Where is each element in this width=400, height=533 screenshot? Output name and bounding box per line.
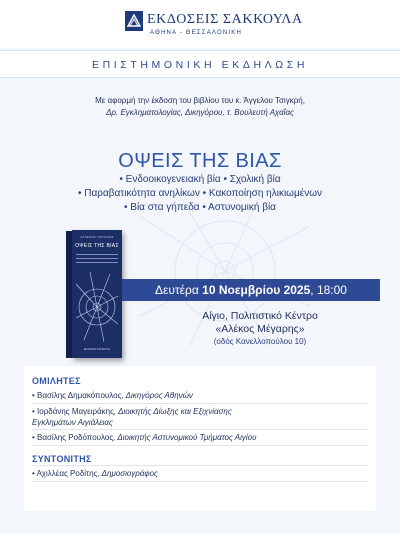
speaker-item: • Βασίλης Δημακόπουλος, Δικηγόρος Αθηνών <box>32 391 193 400</box>
venue-line-1: Αίγιο, Πολιτιστικό Κέντρο <box>202 310 318 322</box>
topics-line-1: • Ενδοοικογενειακή βία • Σχολική βία <box>119 174 281 185</box>
divider <box>32 445 368 446</box>
venue-line-2: «Αλέκος Μέγαρης» <box>215 323 305 335</box>
speaker-role: , Δικηγόρος Αθηνών <box>121 391 193 400</box>
book-author: ΑΓΓΕΛΟΣ ΤΣΙΓΚΡΗΣ <box>80 235 114 239</box>
moderator-role: , Δημοσιογράφος <box>97 469 158 478</box>
event-date-value: 10 Νοεμβρίου 2025 <box>202 283 311 297</box>
venue-address: (οδός Κανελλοπούλου 10) <box>213 337 307 346</box>
publisher-cities: ΑΘΗΝΑ - ΘΕΣΣΑΛΟΝΙΚΗ <box>150 30 242 36</box>
moderator-item: • Αχιλλέας Ροδίτης, Δημοσιογράφος <box>32 469 158 478</box>
topics-line-3: • Βία στα γήπεδα • Αστυνομική βία <box>124 202 276 213</box>
divider <box>32 465 368 466</box>
speaker-role: , Διοικητής Αστυνομικού Τμήματος Αιγίου <box>113 433 257 442</box>
speaker-name: Βασίλης Δημακόπουλος <box>37 391 122 400</box>
event-day: Δευτέρα <box>155 283 199 297</box>
divider <box>32 481 368 482</box>
book-cover-image <box>66 230 122 360</box>
speaker-name: Βασίλης Ροδόπουλος <box>37 433 114 442</box>
publisher-name: ΕΚΔΟΣΕΙΣ ΣΑΚΚΟΥΛΑ <box>147 12 303 27</box>
publisher-logo-icon <box>125 11 143 31</box>
moderator-name: Αχιλλέας Ροδίτης <box>36 469 98 478</box>
event-type-band <box>0 50 400 78</box>
speaker-name: Ιορδάνης Μαγειράκης <box>37 407 114 416</box>
divider <box>32 429 368 430</box>
book-publisher: ΕΚΔΟΣΕΙΣ ΣΑΚΚΟΥΛΑ <box>83 348 111 351</box>
divider <box>32 403 368 404</box>
speaker-role-cont: Εγκλημάτων Αιγιάλειας <box>32 418 113 427</box>
book-title: ΟΨΕΙΣ ΤΗΣ ΒΙΑΣ <box>75 243 119 249</box>
intro-line-1: Με αφορμή την έκδοση του βιβλίου του κ. Άγγελου Τσιγκρή, <box>95 96 305 105</box>
event-title: ΟΨΕΙΣ ΤΗΣ ΒΙΑΣ <box>118 150 282 172</box>
book-glass-crack-icon <box>76 272 118 342</box>
event-time: , 18:00 <box>310 283 347 297</box>
header <box>0 0 400 48</box>
book-topic-lines <box>76 254 118 266</box>
date-bar <box>122 279 380 301</box>
intro-line-2: Δρ. Εγκληματολογίας, Δικηγόρου, τ. Βουλευτή Αχαΐας <box>106 108 294 117</box>
moderator-heading: ΣΥΝΤΟΝΙΤΗΣ <box>32 454 92 464</box>
topics-line-2: • Παραβατικότητα ανηλίκων • Κακοποίηση ηλικιωμένων <box>77 188 323 199</box>
event-date <box>122 283 380 297</box>
speakers-card <box>24 366 376 511</box>
event-type-title: ΕΠΙΣΤΗΜΟΝΙΚΗ ΕΚΔΗΛΩΣΗ <box>91 59 309 71</box>
speaker-item: • Βασίλης Ροδόπουλος, Διοικητής Αστυνομικού Τμήματος Αιγίου <box>32 433 257 442</box>
speakers-heading: ΟΜΙΛΗΤΕΣ <box>32 376 81 386</box>
speaker-item: • Ιορδάνης Μαγειράκης, Διοικητής Δίωξης και Εξιχνίασης Εγκλημάτων Αιγιάλειας <box>32 407 232 427</box>
speaker-role: , Διοικητής Δίωξης και Εξιχνίασης <box>113 407 232 416</box>
